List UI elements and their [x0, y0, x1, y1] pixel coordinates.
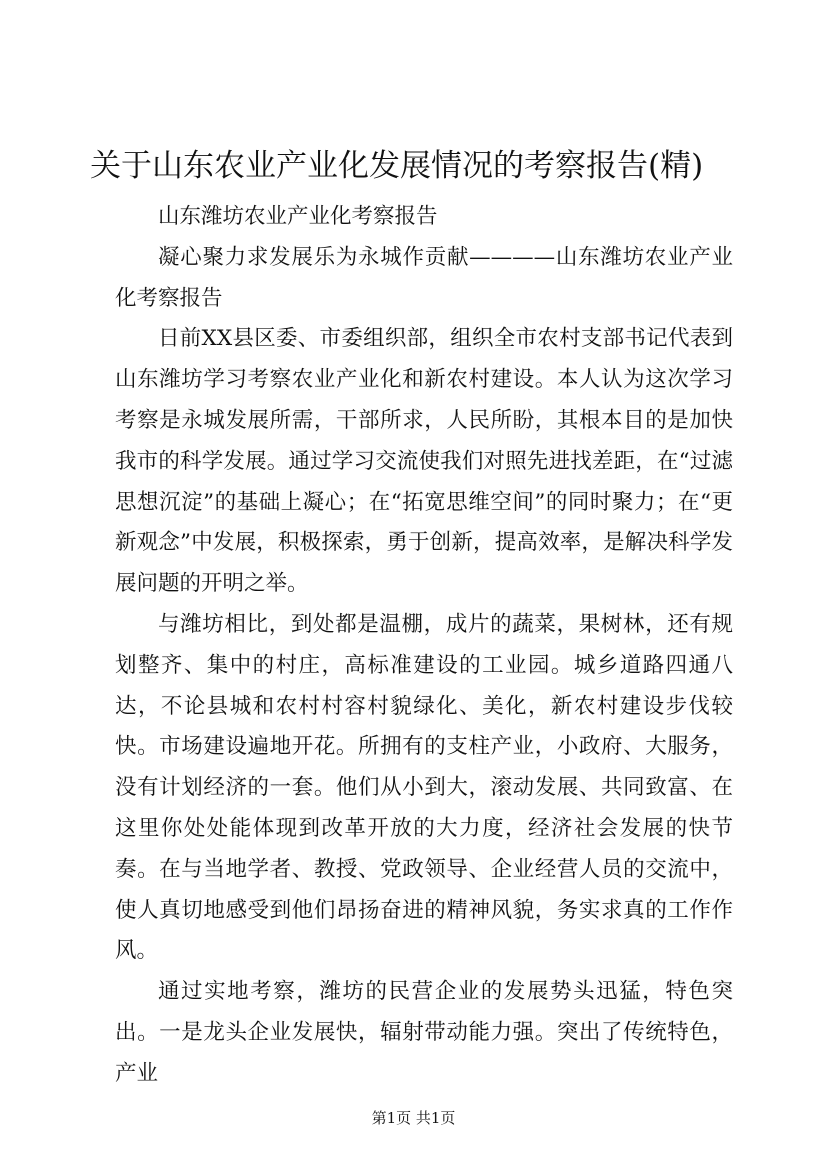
document-body — [115, 197, 733, 1095]
paragraph-subtitle: 山东潍坊农业产业化考察报告 — [158, 204, 438, 229]
paragraph-introduction: 日前XX县区委、市委组织部，组织全市农村支部书记代表到山东潍坊学习考察农业产业化和新农村建设。本人认为这次学习考察是永城发展所需，干部所求，人民所盼，其根本目的是加快我市的科学发展。通过学习交流使我们对照先进找差距，在“过滤思想沉淀”的基础上凝心；在“拓宽思维空间”的同时聚力；在“更新观念”中发展，积极探索，勇于创新，提高效率，是解决科学发展问题的开明之举。 — [115, 326, 733, 597]
document-title: 关于山东农业产业化发展情况的考察报告(精) — [90, 148, 704, 184]
paragraph-observation: 通过实地考察，潍坊的民营企业的发展势头迅猛，特色突出。一是龙头企业发展快，辐射带动能力强。突出了传统特色，产业 — [115, 979, 733, 1086]
page-number-footer: 第1页 共1页 — [371, 1109, 456, 1127]
paragraph-heading: 凝心聚力求发展乐为永城作贡献————山东潍坊农业产业化考察报告 — [115, 244, 733, 311]
paragraph-comparison: 与潍坊相比，到处都是温棚，成片的蔬菜，果树林，还有规划整齐、集中的村庄，高标准建设的工业园。城乡道路四通八达，不论县城和农村村容村貌绿化、美化，新农村建设步伐较快。市场建设遍地开花。所拥有的支柱产业，小政府、大服务，没有计划经济的一套。他们从小到大，滚动发展、共同致富、在这里你处处能体现到改革开放的大力度，经济社会发展的快节奏。在与当地学者、教授、党政领导、企业经营人员的交流中，使人真切地感受到他们昂扬奋进的精神风貌，务实求真的工作作风。 — [115, 611, 733, 964]
